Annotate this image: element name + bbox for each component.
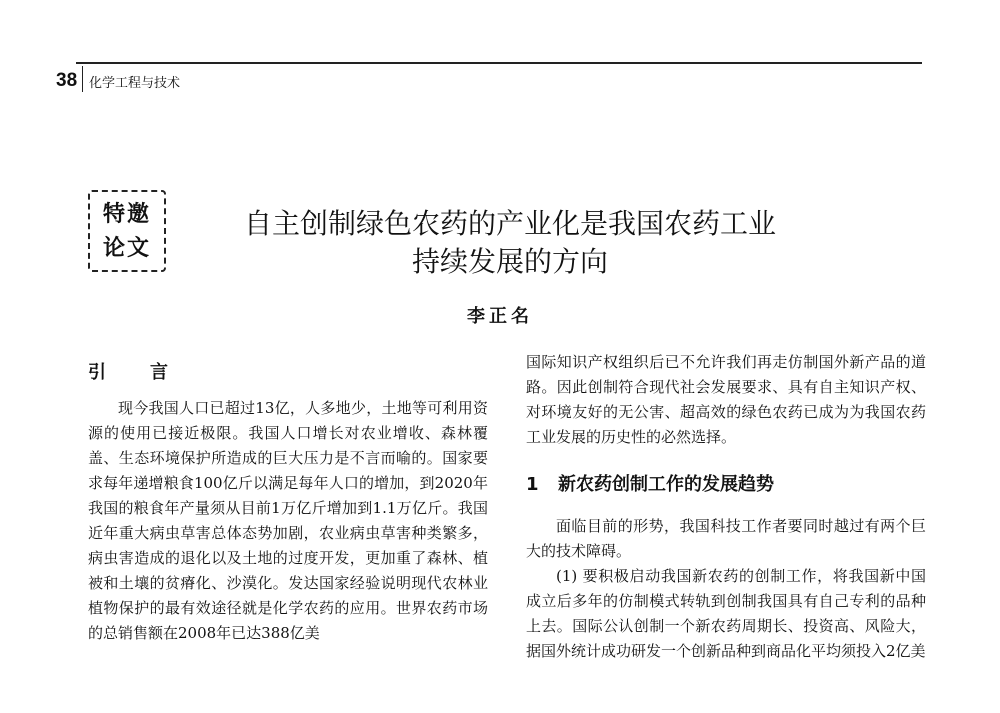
- section-1-number: 1: [526, 474, 539, 495]
- intro-heading: [88, 350, 488, 396]
- intro-paragraph: 现今我国人口已超过13亿，人多地少，土地等可利用资源的使用已接近极限。我国人口增长对农业增收、森林覆盖、生态环境保护所造成的巨大压力是不言而喻的。国家要求每年递增粮食100亿斤以满足每年人口的增加，到2020年我国的粮食年产量须从目前1万亿斤增加到1.1万亿斤。我国近年重大病虫草害总体态势加剧，农业病虫草害种类繁多，病虫害造成的退化以及土地的过度开发，更加重了森林、植被和土壤的贫瘠化、沙漠化。发达国家经验说明现代农林业植物保护的最有效途径就是化学农药的应用。世界农药市场的总销售额在2008年已达388亿美: [88, 399, 488, 642]
- intro-heading-text: 引言: [88, 362, 212, 383]
- article-author: 李正名: [467, 306, 533, 327]
- header-rule: [76, 62, 922, 64]
- article-title: [190, 205, 830, 281]
- page-header: [56, 62, 922, 96]
- title-line-1: 自主创制绿色农药的产业化是我国农药工业: [243, 207, 776, 240]
- section-1-heading: [526, 456, 926, 514]
- header-divider: [82, 66, 83, 92]
- invited-paper-badge: [88, 190, 166, 272]
- title-line-2: 持续发展的方向: [411, 245, 608, 278]
- journal-name: 化学工程与技术: [89, 76, 181, 91]
- left-column: [88, 350, 488, 646]
- section-1-title: 新农药创制工作的发展趋势: [558, 474, 774, 495]
- badge-line-2: 论文: [102, 236, 151, 261]
- section-1-paragraph-1: 面临目前的形势，我国科技工作者要同时越过有两个巨大的技术障碍。: [526, 517, 926, 560]
- page-number: 38: [56, 70, 78, 91]
- section-1-paragraph-2: (1) 要积极启动我国新农药的创制工作，将我国新中国成立后多年的仿制模式转轨到创制我国具有自己专利的品种上去。国际公认创制一个新农药周期长、投资高、风险大，据国外统计成功研发一个创新品种到商品化平均须投入2亿美: [526, 567, 926, 660]
- right-column: [526, 350, 926, 664]
- badge-line-1: 特邀: [102, 202, 151, 227]
- continued-paragraph: 国际知识产权组织后已不允许我们再走仿制国外新产品的道路。因此创制符合现代社会发展要求、具有自主知识产权、对环境友好的无公害、超高效的绿色农药已成为为我国农药工业发展的历史性的必然选择。: [526, 353, 926, 446]
